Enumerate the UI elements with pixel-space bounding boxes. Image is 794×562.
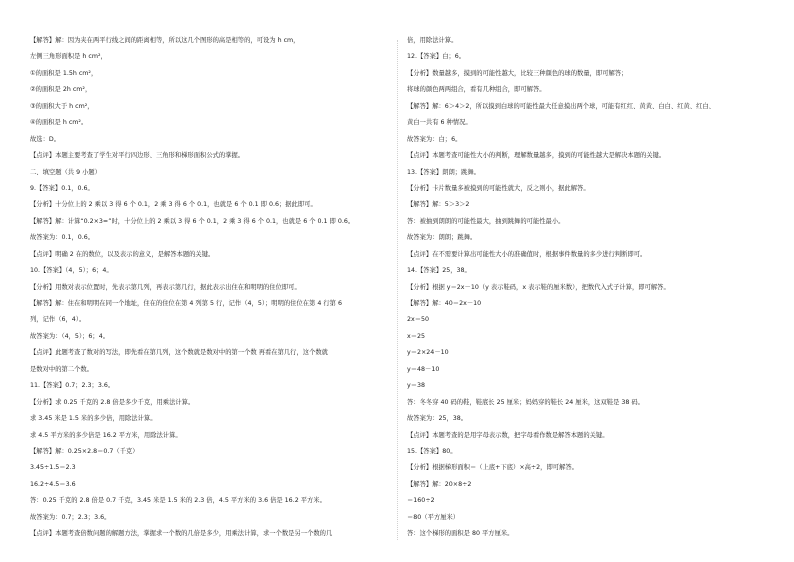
text-line: 将球的颜色两两组合，看有几种组合，即可解答。 bbox=[407, 86, 546, 94]
text-line: y＝48－10 bbox=[407, 365, 440, 373]
text-line: 【点评】在不需要计算出可能性大小的准确值时，根据事件数量的多少进行判断即可。 bbox=[407, 250, 647, 258]
text-line: 14.【答案】25，38。 bbox=[407, 267, 471, 275]
text-line: 【点评】本题主要考查了学生对平行四边形、三角形和梯形面积公式的掌握。 bbox=[30, 152, 245, 160]
text-line: 倍，用除法计算。 bbox=[407, 37, 458, 44]
text-line: 求 4.5 平方米的多少倍是 16.2 平方米，用除法计算。 bbox=[30, 431, 182, 439]
text-line: 是数对中的第二个数。 bbox=[30, 365, 93, 373]
text-line: 【分析】卡片数量多被摸到的可能性就大，反之则小，据此解答。 bbox=[407, 184, 590, 192]
right-column bbox=[407, 36, 767, 546]
text-line: 【点评】此题考查了数对的写法，即先看在第几列，这个数就是数对中的第一个数 再看在第几行，这个数就 bbox=[30, 349, 328, 357]
text-line: 【分析】根据 y＝2x－10（y 表示鞋码，x 表示鞋的厘米数），把数代入式子计算，即可解答。 bbox=[407, 283, 670, 291]
text-line: 【解答】解：住在和明明在同一个地址，住在的住位在第 4 列第 5 行，记作（4，5）；明明的住位在第 4 行第 6 bbox=[30, 300, 342, 307]
text-line: y＝38 bbox=[407, 382, 426, 390]
text-line: 故答案为：25，38。 bbox=[407, 415, 468, 423]
text-line: ①的面积是 1.5h cm²， bbox=[30, 69, 98, 77]
text-line: 【分析】求 0.25 千克的 2.8 倍是多少千克，用乘法计算。 bbox=[30, 398, 195, 406]
text-line: 求 3.45 米是 1.5 米的多少倍，用除法计算。 bbox=[30, 415, 157, 423]
text-line: 【分析】用数对表示位置时，先表示第几列，再表示第几行，据此表示出住在和明明的住位即可。 bbox=[30, 283, 301, 291]
text-line: 10.【答案】（4，5）；6；4。 bbox=[30, 267, 113, 275]
left-column bbox=[30, 36, 390, 546]
text-line: 【分析】十分位上的 2 乘以 3 得 6 个 0.1，2 乘 3 得 6 个 0.1，也就是 6 个 0.1 即 0.6；据此即可。 bbox=[30, 201, 317, 209]
text-line: 【分析】数量越多，摸到的可能性越大，比较三种颜色的球的数量，即可解答； bbox=[407, 69, 628, 77]
text-line: ③的面积大于 h cm²， bbox=[30, 102, 94, 110]
text-line: 答：0.25 千克的 2.8 倍是 0.7 千克，3.45 米是 1.5 米的 2.3 倍，4.5 平方米的 3.6 倍是 16.2 平方米。 bbox=[30, 497, 326, 505]
text-line: 13.【答案】朗朗；跳舞。 bbox=[407, 168, 480, 176]
text-line: 【点评】明确 2 在的数位，以及表示的意义，是解答本题的关键。 bbox=[30, 250, 215, 258]
text-line: 【解答】解：计算“0.2×3=”时，十分位上的 2 乘以 3 得 6 个 0.1，2 乘 3 得 6 个 0.1，也就是 6 个 0.1 即 0.6。 bbox=[30, 217, 355, 225]
text-line: 3.45÷1.5＝2.3 bbox=[30, 464, 76, 472]
text-line: 故答案为：朗朗；跳舞。 bbox=[407, 234, 477, 242]
text-line: 【点评】本题考查倍数问题的解题方法，掌握求一个数的几倍是多少，用乘法计算，求一个数是另一个数的几 bbox=[30, 530, 333, 538]
text-line: 【解答】解：因为夹在两平行线之间的距离相等，所以这几个图形的高是相等的，可设为 h cm， bbox=[30, 37, 300, 44]
text-line: 故选：D。 bbox=[30, 135, 61, 143]
text-line: 答：这个梯形的面积是 80 平方厘米。 bbox=[407, 530, 514, 538]
text-line: x＝25 bbox=[407, 332, 426, 340]
column-divider bbox=[397, 40, 398, 540]
text-line: 【点评】本题考查可能性大小的判断，理解数量越多，摸到的可能性越大是解决本题的关键。 bbox=[407, 152, 666, 160]
text-line: 故答案为：0.7；2.3；3.6。 bbox=[30, 513, 111, 521]
text-line: 【解答】解：40＝2x－10 bbox=[407, 300, 482, 307]
text-line: ＝160÷2 bbox=[407, 497, 435, 505]
text-line: ④的面积是 h cm²。 bbox=[30, 119, 88, 127]
text-line: ②的面积是 2h cm²， bbox=[30, 86, 92, 94]
text-line: 11.【答案】0.7；2.3；3.6。 bbox=[30, 382, 115, 390]
text-line: 15.【答案】80。 bbox=[407, 447, 457, 455]
text-line: 列，记作（6，4）。 bbox=[30, 316, 86, 324]
text-line: 16.2÷4.5＝3.6 bbox=[30, 480, 76, 488]
text-line: 【分析】根据梯形面积＝（上底+下底）×高÷2，即可解答。 bbox=[407, 464, 578, 472]
text-line: 【解答】解：20×8÷2 bbox=[407, 480, 472, 488]
text-line: 故答案为：白；6。 bbox=[407, 135, 462, 143]
text-line: 答：冬冬穿 40 码的鞋，鞋底长 25 厘米；妈妈穿的鞋长 24 厘米，这双鞋是 38 码。 bbox=[407, 398, 644, 406]
text-line: 黄白一共有 6 种情况。 bbox=[407, 119, 472, 127]
text-line: 9.【答案】0.1，0.6。 bbox=[30, 184, 94, 192]
text-line: 左侧三角形面积是 h cm²， bbox=[30, 53, 107, 61]
text-line: 2x＝50 bbox=[407, 316, 430, 324]
text-line: 二、填空题（共 9 小题） bbox=[30, 168, 101, 176]
text-line: y＝2×24－10 bbox=[407, 349, 449, 357]
text-line: 故答案为：0.1，0.6。 bbox=[30, 234, 95, 242]
text-line: 答：被抽到朗朗的可能性最大，抽到跳舞的可能性最小。 bbox=[407, 217, 565, 225]
text-line: 【解答】解：0.25×2.8＝0.7（千克） bbox=[30, 447, 139, 455]
text-line: ＝80（平方厘米） bbox=[407, 513, 460, 521]
text-line: 【点评】本题考查的是用字母表示数，把字母看作数是解答本题的关键。 bbox=[407, 431, 609, 439]
text-line: 【解答】解：5＞3＞2 bbox=[407, 201, 470, 209]
text-line: 【解答】解：6＞4＞2，所以摸到白球的可能性最大任意摸出两个球，可能有红红、黄黄、白白、红黄、红白、 bbox=[407, 102, 715, 110]
text-line: 12.【答案】白；6。 bbox=[407, 53, 466, 61]
text-line: 故答案为：（4，5）；6；4。 bbox=[30, 332, 109, 340]
